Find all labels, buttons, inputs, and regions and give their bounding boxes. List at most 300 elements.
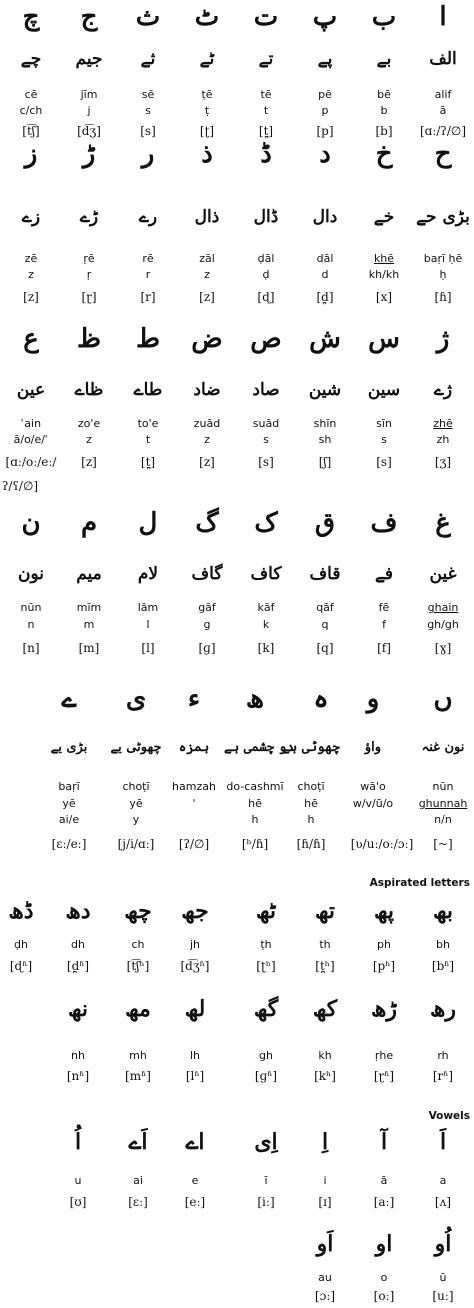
- letter-romanization: yē: [129, 797, 143, 810]
- letter-name: شین: [308, 380, 342, 400]
- letter-name: ظاے: [74, 380, 104, 400]
- letter-ipa: [ɦ]: [434, 290, 452, 304]
- letter-romanization: j: [87, 104, 91, 117]
- letter-glyph: تھ: [314, 898, 336, 924]
- letter-transliteration: zhē: [433, 417, 453, 430]
- ipa-row: [0, 836, 474, 856]
- letter-ipa: [ʔ/∅]: [178, 837, 210, 851]
- letter-romanization: z: [204, 433, 210, 446]
- letter-romanization: ghunnah: [418, 797, 468, 810]
- letter-glyph: نھ: [67, 996, 89, 1022]
- letter-glyph: اَے: [128, 1129, 148, 1155]
- letter-name: ضاد: [193, 380, 221, 400]
- letter-ipa: [ʰ/ɦ]: [241, 837, 269, 851]
- letter-romanization: i: [323, 1174, 327, 1187]
- letter-glyph: اَو: [316, 1231, 334, 1257]
- romanization-row-2: [0, 812, 474, 832]
- letter-glyph: ل: [138, 508, 158, 538]
- letter-transliteration: choṭī: [122, 780, 150, 793]
- letter-ipa: [nʱ]: [66, 1069, 90, 1083]
- letter-ipa: [l]: [141, 641, 155, 655]
- letter-romanization: b: [380, 104, 388, 117]
- letter-glyph: مھ: [125, 996, 151, 1022]
- letter-glyph: ء: [187, 684, 201, 714]
- letter-ipa: [lʱ]: [185, 1069, 205, 1083]
- letter-ipa: [ʋ/uː/oː/ɔː]: [350, 837, 414, 851]
- letter-glyph: بھ: [432, 898, 454, 924]
- letter-glyph: ژ: [436, 324, 450, 354]
- letter-glyph: ڑھ: [371, 996, 397, 1022]
- letter-transliteration: lām: [137, 601, 159, 614]
- letter-ipa: [ʌ]: [434, 1195, 452, 1209]
- letter-romanization: ī: [264, 1174, 268, 1187]
- letter-glyph: س: [368, 324, 400, 354]
- letter-transliteration: zo'e: [77, 417, 101, 430]
- letter-name: بڑی یے: [50, 740, 88, 755]
- letter-transliteration: ḍāl: [257, 252, 275, 265]
- letter-glyph: اے: [185, 1129, 205, 1155]
- ipa-row: [0, 958, 474, 978]
- letter-name: چھوٹی یے: [110, 740, 162, 755]
- letter-ipa: [ɪ]: [318, 1195, 332, 1209]
- letter-name: زے: [21, 207, 41, 227]
- letter-transliteration: jīm: [80, 88, 98, 101]
- letter-name: تے: [258, 49, 274, 69]
- letter-ipa: [kʰ]: [314, 1069, 336, 1083]
- letter-romanization: hē: [248, 797, 262, 810]
- letter-row: [0, 139, 474, 169]
- letter-transliteration: tē: [260, 88, 272, 101]
- letter-romanization: h: [251, 813, 259, 826]
- letter-romanization: ch: [131, 938, 145, 951]
- letter-name: ٹے: [199, 49, 215, 69]
- letter-romanization: mh: [129, 1049, 147, 1062]
- letter-ipa: [d͡ʒʱ]: [180, 959, 210, 973]
- letter-ipa: [aː]: [373, 1195, 395, 1209]
- letter-ipa: [ɑː/ʔ/∅]: [419, 124, 467, 138]
- letter-transliteration: bē: [377, 88, 391, 101]
- letter-name: سین: [367, 380, 401, 400]
- letter-glyph: ہ: [313, 684, 329, 714]
- letter-name: طاے: [133, 380, 163, 400]
- letter-row: [0, 996, 474, 1022]
- letter-glyph: ث: [135, 2, 161, 32]
- letter-name: رے: [138, 207, 158, 227]
- letter-ipa: [t͡ʃ]: [22, 124, 40, 138]
- letter-romanization: ḥ: [439, 268, 447, 281]
- letter-glyph: او: [375, 1231, 393, 1257]
- letter-ipa: [s]: [258, 455, 274, 469]
- letter-glyph: و: [366, 684, 380, 714]
- letter-glyph: ک: [254, 508, 278, 538]
- letter-romanization: g: [203, 618, 211, 631]
- letter-romanization: ': [192, 797, 196, 810]
- letter-romanization: s: [145, 104, 151, 117]
- letter-name: واؤ: [364, 740, 382, 755]
- letter-romanization: o: [380, 1271, 388, 1284]
- letter-transliteration: nūn: [20, 601, 42, 614]
- romanization-row: [0, 103, 474, 123]
- letter-romanization: a: [439, 1174, 447, 1187]
- letter-name: ژے: [433, 380, 453, 400]
- letter-romanization: m: [83, 618, 95, 631]
- letter-romanization: ā: [380, 1174, 388, 1187]
- letter-glyph: گ: [195, 508, 219, 538]
- letter-name: فے: [374, 564, 394, 584]
- letter-name: چے: [20, 49, 42, 69]
- letter-row: [0, 898, 474, 924]
- ipa-row: [0, 640, 474, 660]
- letter-name: ڑے: [79, 207, 99, 227]
- letter-romanization: p: [321, 104, 329, 117]
- letter-transliteration: ghain: [427, 601, 459, 614]
- letter-romanization: jh: [189, 938, 201, 951]
- letter-glyph: پ: [312, 2, 338, 32]
- letter-name: غین: [429, 564, 457, 584]
- letter-romanization: q: [321, 618, 329, 631]
- letter-ipa: [ɽ]: [81, 290, 97, 304]
- letter-ipa: [z]: [199, 455, 215, 469]
- letter-romanization: kh: [318, 1049, 332, 1062]
- romanization-row: [0, 1270, 474, 1290]
- letter-row: [0, 1129, 474, 1155]
- section-heading-aspirated: Aspirated letters: [369, 877, 470, 889]
- letter-transliteration: choṭī: [297, 780, 325, 793]
- letter-glyph: د: [319, 139, 331, 169]
- letter-romanization: bh: [436, 938, 450, 951]
- letter-romanization: u: [74, 1174, 82, 1187]
- letter-romanization: r: [145, 268, 151, 281]
- letter-romanization: lh: [189, 1049, 201, 1062]
- letter-romanization: ḍ: [262, 268, 270, 281]
- letter-row: [0, 684, 474, 714]
- letter-romanization: s: [263, 433, 269, 446]
- letter-name: بڑی حے: [416, 207, 470, 227]
- letter-glyph: رھ: [430, 996, 456, 1022]
- letter-name: دال: [312, 207, 338, 227]
- letter-romanization: l: [146, 618, 150, 631]
- letter-romanization: z: [204, 268, 210, 281]
- letter-ipa: [bʱ]: [431, 959, 455, 973]
- letter-glyph: گھ: [253, 996, 279, 1022]
- letter-name-row: [0, 49, 474, 72]
- letter-transliteration: baṛī ḥē: [423, 252, 463, 265]
- letter-transliteration: mīm: [76, 601, 102, 614]
- letter-ipa: [z]: [23, 290, 39, 304]
- letter-transliteration: to'e: [137, 417, 159, 430]
- letter-ipa: [uː]: [432, 1289, 454, 1303]
- letter-ipa: [z]: [199, 290, 215, 304]
- letter-ipa: [ɖʱ]: [9, 959, 33, 973]
- letter-glyph: اَ: [439, 1129, 447, 1155]
- letter-name: بے: [376, 49, 392, 69]
- letter-glyph: ف: [370, 508, 398, 538]
- letter-ipa: [s]: [140, 124, 156, 138]
- letter-transliteration: do-cashmī: [226, 780, 284, 793]
- letter-romanization: ā: [439, 104, 447, 117]
- letter-glyph: م: [80, 508, 98, 538]
- letter-romanization: ṛhe: [374, 1049, 394, 1062]
- letter-name-row: [0, 380, 474, 403]
- letter-ipa: [t̪ʰ]: [315, 959, 335, 973]
- letter-transliteration: kāf: [257, 601, 275, 614]
- letter-ipa: [k]: [257, 641, 275, 655]
- letter-name: جیم: [75, 49, 103, 69]
- letter-glyph: ش: [309, 324, 341, 354]
- letter-name: خے: [373, 207, 395, 227]
- letter-glyph: لھ: [184, 996, 206, 1022]
- letter-ipa: [z]: [81, 455, 97, 469]
- letter-glyph: غ: [435, 508, 451, 538]
- letter-glyph: ا: [439, 2, 447, 32]
- letter-glyph: ظ: [76, 324, 102, 354]
- letter-glyph: ص: [250, 324, 282, 354]
- letter-romanization: hē: [304, 797, 318, 810]
- letter-romanization: e: [191, 1174, 199, 1187]
- letter-ipa: [ɡ]: [198, 641, 216, 655]
- letter-name: نون غنہ: [421, 740, 465, 755]
- letter-ipa: [oː]: [373, 1289, 395, 1303]
- letter-ipa: [ʒ]: [434, 455, 452, 469]
- letter-romanization: yē: [62, 797, 76, 810]
- letter-glyph: ڑ: [82, 139, 96, 169]
- letter-glyph: خ: [375, 139, 393, 169]
- letter-glyph: اُ: [74, 1129, 82, 1155]
- letter-row: [0, 2, 474, 32]
- letter-transliteration: zē: [24, 252, 38, 265]
- letter-name: عین: [16, 380, 46, 400]
- letter-name: ہمزہ: [178, 740, 210, 755]
- letter-romanization: h: [307, 813, 315, 826]
- letter-glyph: ب: [371, 2, 397, 32]
- letter-ipa: [~]: [433, 837, 453, 851]
- letter-name: ثے: [140, 49, 156, 69]
- letter-row: [0, 324, 474, 354]
- letter-ipa: [ɣ]: [434, 641, 452, 655]
- letter-romanization: ā/o/e/ʾ: [13, 433, 49, 446]
- letter-ipa: [p]: [316, 124, 334, 138]
- letter-name: لام: [137, 564, 159, 584]
- letter-romanization: k: [262, 618, 270, 631]
- letter-glyph: اِ: [321, 1129, 329, 1155]
- letter-transliteration: sīn: [376, 417, 392, 430]
- letter-transliteration: hamzah: [172, 780, 216, 793]
- letter-name-row: [0, 564, 474, 587]
- letter-glyph: کھ: [312, 996, 338, 1022]
- letter-romanization: gh/gh: [427, 618, 459, 631]
- letter-glyph: ڈ: [260, 139, 272, 169]
- romanization-row: [0, 432, 474, 452]
- letter-transliteration: wā'o: [360, 780, 386, 793]
- letter-glyph: ع: [23, 324, 39, 354]
- letter-glyph: اِی: [254, 1129, 278, 1155]
- ipa-row: [0, 1288, 474, 1308]
- letter-glyph: چ: [22, 2, 40, 32]
- letter-ipa: [ɦ/ɦ]: [296, 837, 326, 851]
- letter-romanization: y: [132, 813, 140, 826]
- romanization-row: [0, 617, 474, 637]
- letter-romanization: z: [86, 433, 92, 446]
- letter-name: چھوٹی ہے: [282, 740, 340, 755]
- letter-transliteration: gāf: [198, 601, 216, 614]
- letter-name-row: [0, 741, 474, 761]
- letter-transliteration: shīn: [313, 417, 337, 430]
- letter-romanization: dh: [71, 938, 85, 951]
- letter-ipa: [n]: [22, 641, 40, 655]
- letter-romanization: gh: [259, 1049, 273, 1062]
- letter-glyph: ں: [433, 684, 453, 714]
- letter-ipa: [d͡ʒ]: [77, 124, 101, 138]
- letter-ipa: [ɑː/oː/eː/: [5, 455, 57, 469]
- letter-ipa: [r]: [140, 290, 156, 304]
- letter-romanization: nh: [71, 1049, 85, 1062]
- letter-romanization: f: [382, 618, 386, 631]
- letter-ipa: [ɡʱ]: [254, 1069, 278, 1083]
- letter-transliteration: fē: [378, 601, 390, 614]
- letter-romanization: rh: [437, 1049, 449, 1062]
- letter-glyph: ر: [141, 139, 155, 169]
- letter-ipa: [ʊ]: [69, 1195, 87, 1209]
- letter-ipa: [f]: [377, 641, 391, 655]
- letter-ipa: [ɛː/eː]: [51, 837, 87, 851]
- letter-transliteration: ṛē: [83, 252, 95, 265]
- letter-transliteration: zuād: [193, 417, 221, 430]
- letter-name: ذال: [194, 207, 220, 227]
- letter-transliteration: pē: [318, 88, 332, 101]
- letter-glyph: ذ: [201, 139, 213, 169]
- letter-ipa: [q]: [316, 641, 334, 655]
- letter-romanization: ai/e: [58, 813, 80, 826]
- letter-ipa: [ɖ]: [257, 290, 275, 304]
- letter-ipa: [t̪]: [258, 124, 274, 138]
- letter-name: کاف: [250, 564, 282, 584]
- letter-name: قاف: [309, 564, 341, 584]
- letter-ipa: [ɛː]: [128, 1195, 148, 1209]
- letter-glyph: ٹھ: [255, 898, 277, 924]
- letter-glyph: پھ: [373, 898, 395, 924]
- ipa-row: [0, 454, 474, 474]
- letter-name: صاد: [252, 380, 280, 400]
- letter-name: ڈال: [253, 207, 279, 227]
- section-heading-vowels: Vowels: [428, 1110, 470, 1122]
- letter-transliteration: sē: [141, 88, 155, 101]
- letter-ipa: [d̪ʱ]: [66, 959, 90, 973]
- letter-ipa: [eː]: [184, 1195, 206, 1209]
- letter-ipa: [t͡ʃʰ]: [126, 959, 150, 973]
- letter-romanization: ū: [439, 1271, 447, 1284]
- letter-romanization: kh/kh: [368, 268, 400, 281]
- letter-romanization: ai: [133, 1174, 143, 1187]
- ipa-row: [0, 289, 474, 309]
- letter-ipa: [s]: [376, 455, 392, 469]
- letter-glyph: ی: [125, 684, 147, 714]
- letter-romanization: t: [145, 433, 151, 446]
- letter-ipa: [m]: [78, 641, 100, 655]
- letter-ipa: [ɽʱ]: [373, 1069, 395, 1083]
- letter-ipa: [rʱ]: [432, 1069, 454, 1083]
- letter-transliteration: qāf: [316, 601, 334, 614]
- romanization-row: [0, 1173, 474, 1193]
- romanization-row: [0, 937, 474, 957]
- letter-romanization: w/v/ū/o: [352, 797, 394, 810]
- letter-name: گاف: [191, 564, 223, 584]
- letter-ipa: [j/i/ɑː]: [117, 837, 155, 851]
- letter-name-row: [0, 207, 474, 230]
- letter-romanization: sh: [318, 433, 332, 446]
- ipa-row: [0, 1068, 474, 1088]
- letter-romanization: ṛ: [86, 268, 92, 281]
- letter-romanization: s: [381, 433, 387, 446]
- ipa-continuation: ʔ/ʕ/∅]: [2, 479, 39, 493]
- letter-transliteration: dāl: [316, 252, 334, 265]
- letter-name: پے: [317, 49, 333, 69]
- letter-transliteration: ṭē: [201, 88, 213, 101]
- letter-romanization: n/n: [434, 813, 452, 826]
- letter-glyph: ے: [61, 684, 77, 714]
- letter-transliteration: baṛī: [58, 780, 80, 793]
- letter-ipa: [t̪]: [140, 455, 156, 469]
- letter-transliteration: rē: [142, 252, 154, 265]
- letter-ipa: [ʈʰ]: [256, 959, 276, 973]
- letter-ipa: [x]: [375, 290, 393, 304]
- letter-romanization: th: [319, 938, 331, 951]
- letter-glyph: ض: [191, 324, 223, 354]
- letter-glyph: آ: [380, 1129, 388, 1155]
- letter-ipa: [mʱ]: [125, 1069, 151, 1083]
- letter-romanization: n: [27, 618, 35, 631]
- letter-romanization: ph: [377, 938, 391, 951]
- letter-romanization: zh: [436, 433, 450, 446]
- letter-ipa: [pʰ]: [372, 959, 396, 973]
- letter-row: [0, 508, 474, 538]
- letter-name: دو چشمی ہے: [224, 740, 294, 755]
- letter-romanization: ṭh: [260, 938, 272, 951]
- letter-glyph: ز: [24, 139, 38, 169]
- letter-romanization: d: [321, 268, 329, 281]
- letter-ipa: [ɔː]: [314, 1289, 336, 1303]
- letter-ipa: [ʃ]: [318, 455, 332, 469]
- letter-glyph: ح: [434, 139, 452, 169]
- letter-glyph: جھ: [181, 898, 209, 924]
- letter-row: [0, 1231, 474, 1257]
- letter-transliteration: alif: [434, 88, 452, 101]
- letter-name: الف: [429, 49, 457, 69]
- letter-romanization: c/ch: [19, 104, 43, 117]
- letter-name: میم: [76, 564, 102, 584]
- letter-glyph: اُو: [434, 1231, 452, 1257]
- letter-glyph: ڈھ: [8, 898, 34, 924]
- letter-glyph: ج: [80, 2, 98, 32]
- letter-name: نون: [18, 564, 44, 584]
- letter-glyph: دھ: [65, 898, 91, 924]
- letter-transliteration: nūn: [432, 780, 454, 793]
- romanization-row: [0, 267, 474, 287]
- letter-transliteration: ʿain: [20, 417, 42, 430]
- letter-romanization: au: [318, 1271, 332, 1284]
- letter-transliteration: zāl: [199, 252, 215, 265]
- letter-romanization: ḍh: [14, 938, 28, 951]
- ipa-row: [0, 1194, 474, 1214]
- letter-glyph: چھ: [124, 898, 152, 924]
- letter-transliteration: suād: [252, 417, 280, 430]
- letter-romanization: ṭ: [204, 104, 210, 117]
- letter-ipa: [iː]: [257, 1195, 275, 1209]
- letter-glyph: ت: [253, 2, 279, 32]
- letter-glyph: ٹ: [194, 2, 220, 32]
- letter-ipa: [b]: [375, 124, 393, 138]
- letter-glyph: ھ: [245, 684, 265, 714]
- letter-romanization: z: [28, 268, 34, 281]
